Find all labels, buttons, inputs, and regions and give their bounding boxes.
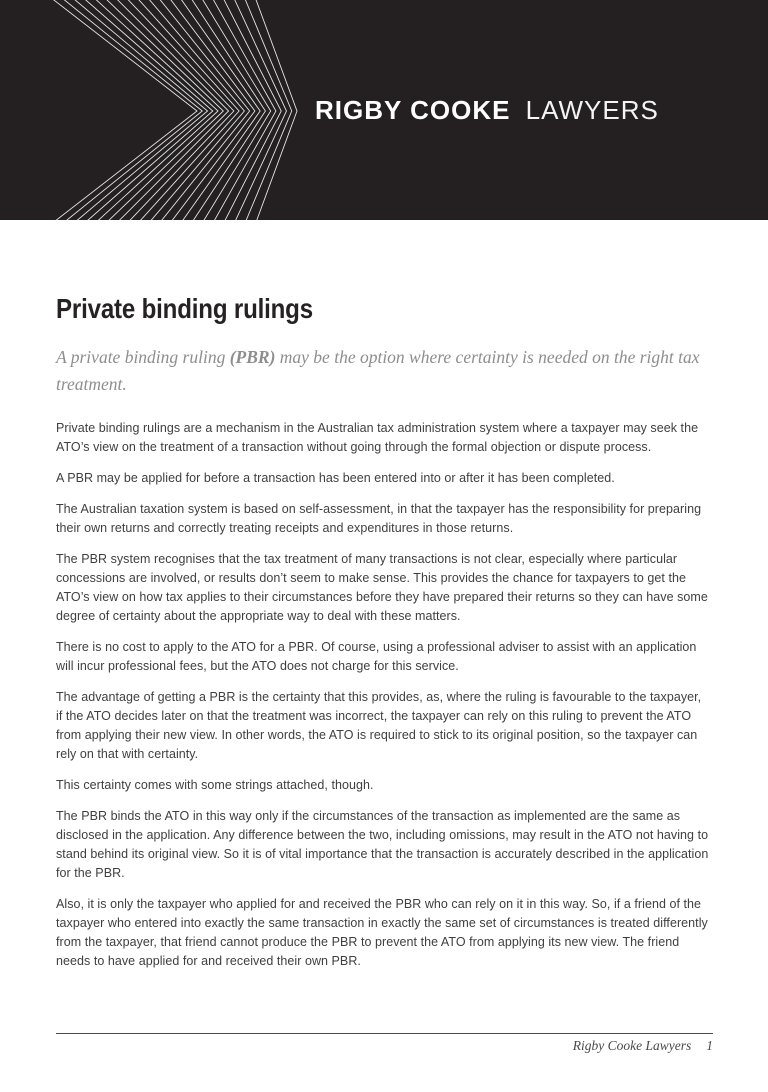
article: [56, 220, 712, 983]
page-footer: [56, 1033, 713, 1054]
body-paragraph: A PBR may be applied for before a transaction has been entered into or after it has been completed.: [56, 471, 615, 485]
footer-divider: [56, 1033, 713, 1034]
footer-page-number: 1: [706, 1038, 713, 1053]
body-paragraph: There is no cost to apply to the ATO for a PBR. Of course, using a professional adviser to assist with an application will incur professional fees, but the ATO does not charge for this service.: [56, 640, 697, 673]
firm-logo-bold-text: RIGBY COOKE: [315, 95, 511, 125]
firm-logo: [315, 97, 659, 123]
page-title: Private binding rulings: [56, 293, 313, 324]
body-paragraph: The advantage of getting a PBR is the certainty that this provides, as, where the ruling is favourable to the taxpayer, if the ATO decides later on that the treatment was incorrect, the taxpayer can rely on this ruling to prevent the ATO from applying their new view. In other words, the ATO is required to stick to its original position, so the taxpayer can rely on that with certainty.: [56, 690, 702, 761]
lede-text-post: may be the option where certainty is needed on the right tax treatment.: [56, 347, 700, 394]
lede-text-pre: A private binding ruling: [56, 347, 230, 367]
masthead: [0, 0, 768, 220]
lede-paragraph: [56, 344, 712, 398]
footer-line: [56, 1038, 713, 1054]
article-body: [56, 419, 712, 971]
body-paragraph: Also, it is only the taxpayer who applied for and received the PBR who can rely on it in this way. So, if a friend of the taxpayer who entered into exactly the same transaction in exactly the same set of circumstances is treated differently from the taxpayer, that friend cannot produce the PBR to prevent the ATO from applying its new view. The friend needs to have applied for and received their own PBR.: [56, 897, 708, 968]
body-paragraph: The PBR system recognises that the tax treatment of many transactions is not clear, especially where particular concessions are involved, or results don’t seem to make sense. This provides the chance for taxpayers to get the ATO’s view on how tax applies to their circumstances before they have prepared their returns so they can have some degree of certainty about the appropriate way to deal with these matters.: [56, 552, 708, 623]
body-paragraph: This certainty comes with some strings attached, though.: [56, 778, 374, 792]
footer-brand: Rigby Cooke Lawyers: [572, 1038, 692, 1053]
lede-text-bold: (PBR): [229, 347, 276, 367]
body-paragraph: The PBR binds the ATO in this way only if the circumstances of the transaction as implemented are the same as disclosed in the application. Any difference between the two, including omissions, may result in the ATO not having to stand behind its original view. So it is of vital importance that the transaction is accurately described in the application for the PBR.: [56, 809, 709, 880]
firm-logo-light-text: LAWYERS: [525, 95, 659, 125]
body-paragraph: The Australian taxation system is based on self-assessment, in that the taxpayer has the responsibility for preparing their own returns and correctly treating receipts and expenditures in those returns.: [56, 502, 702, 535]
body-paragraph: Private binding rulings are a mechanism in the Australian tax administration system where a taxpayer may seek the ATO’s view on the treatment of a transaction without going through the formal objection or dispute process.: [56, 421, 699, 454]
